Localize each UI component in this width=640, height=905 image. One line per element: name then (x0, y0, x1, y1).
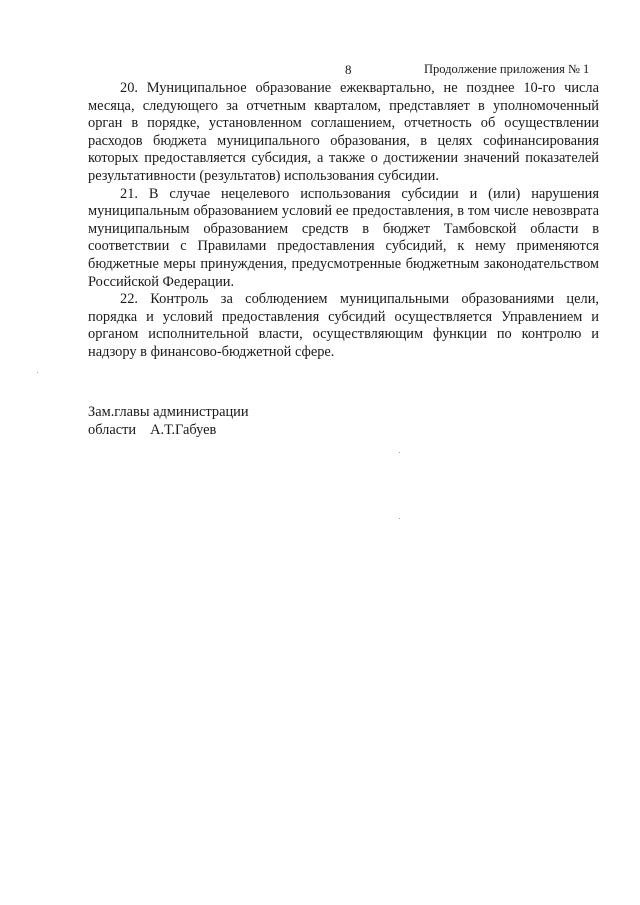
signature-block (88, 404, 249, 439)
scan-speck (37, 372, 38, 373)
signature-region-line (88, 422, 249, 440)
signature-position-line: Зам.главы администрации (88, 404, 249, 420)
scan-speck (399, 452, 400, 453)
paragraph-21: 21. В случае нецелевого использования субсидии и (или) нарушения муниципальным образованием условий ее предоставления, в том числе невозврата муниципальным образованием средств в бюджет Тамбовской области в соответствии с Правилами предоставления субсидий, к нему применяются бюджетные меры принуждения, предусмотренные бюджетным законодательством Российской Федерации. (88, 185, 599, 290)
signature-region: области (88, 421, 137, 438)
page-number: 8 (345, 62, 352, 77)
document-body (88, 80, 599, 362)
appendix-continuation-note: Продолжение приложения № 1 (424, 62, 590, 76)
scan-speck (399, 518, 400, 519)
paragraph-20: 20. Муниципальное образование ежеквартально, не позднее 10-го числа месяца, следующего за отчетным кварталом, представляет в уполномоченный орган в порядке, установленном соглашением, отчетность об осуществлении расходов бюджета муниципального образования, в целях софинансирования которых предоставляется субсидия, а также о достижении значений показателей результативности (результатов) использования субсидии. (88, 80, 599, 184)
signatory-name: А.Т.Габуев (150, 421, 217, 438)
paragraph-22: 22. Контроль за соблюдением муниципальными образованиями цели, порядка и условий предоставления субсидий осуществляется Управлением и органом исполнительной власти, осуществляющим функции по контролю и надзору в финансово-бюджетной сфере. (88, 291, 599, 360)
